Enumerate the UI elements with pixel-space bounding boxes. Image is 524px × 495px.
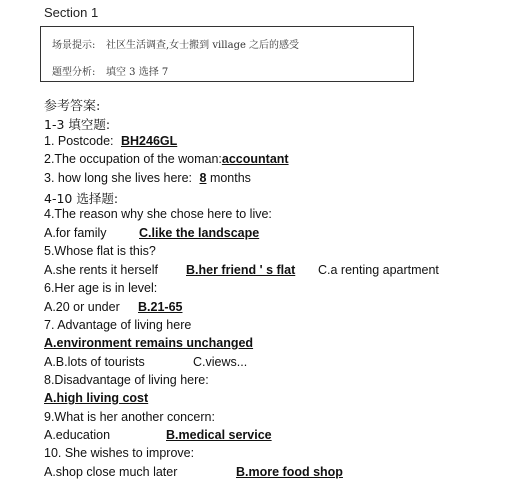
q5-answer: B.her friend ' s flat [186,263,296,277]
scene-row [52,36,299,51]
scene-info-box [40,26,414,82]
q1-line [44,134,177,148]
q1-answer: BH246GL [120,134,178,148]
q1-prefix: 1. Postcode: [44,134,114,148]
q6-option-a: A.20 or under [44,300,120,314]
scene-text: 社区生活调查,女士搬到 village 之后的感受 [106,40,300,51]
q9-question: 9.What is her another concern: [44,410,215,424]
q6-answer: B.21-65 [138,300,183,314]
section-title: Section 1 [44,5,99,20]
q3-answer: 8 [199,171,207,185]
q8-question: 8.Disadvantage of living here: [44,373,209,387]
q10-option-a: A.shop close much later [44,465,178,479]
q2-line [44,152,289,166]
type-label: 题型分析: [52,67,96,78]
q6-question: 6.Her age is in level: [44,281,158,295]
q3-line [44,171,251,185]
q3-prefix: 3. how long she lives here: [44,171,193,185]
q3-suffix: months [209,171,251,185]
q9-option-a: A.education [44,428,111,442]
q7-answer: A.environment remains unchanged [44,336,254,350]
choice-heading: 4-10 选择题: [44,191,119,206]
q10-question: 10. She wishes to improve: [44,446,195,460]
scene-label: 场景提示: [52,40,96,51]
q4-question: 4.The reason why she chose here to live: [44,207,272,221]
q9-answer: B.medical service [166,428,272,442]
q4-option-a: A.for family [44,226,107,240]
fill-blank-heading: 1-3 填空题: [44,117,111,132]
q7-question: 7. Advantage of living here [44,318,192,332]
reference-answers-heading: 参考答案: [44,99,101,114]
q10-answer: B.more food shop [236,465,343,479]
q4-answer: C.like the landscape [139,226,260,240]
type-text: 填空 3 选择 7 [106,67,169,78]
q5-option-c: C.a renting apartment [318,263,439,277]
q2-answer: accountant [221,152,289,166]
q7-option-b: A.B.lots of tourists [44,355,145,369]
q5-question: 5.Whose flat is this? [44,244,156,258]
type-row [52,63,168,78]
q5-option-a: A.she rents it herself [44,263,158,277]
q2-prefix: 2.The occupation of the woman: [44,152,222,166]
q8-answer: A.high living cost [44,391,149,405]
q7-option-c: C.views... [193,355,248,369]
